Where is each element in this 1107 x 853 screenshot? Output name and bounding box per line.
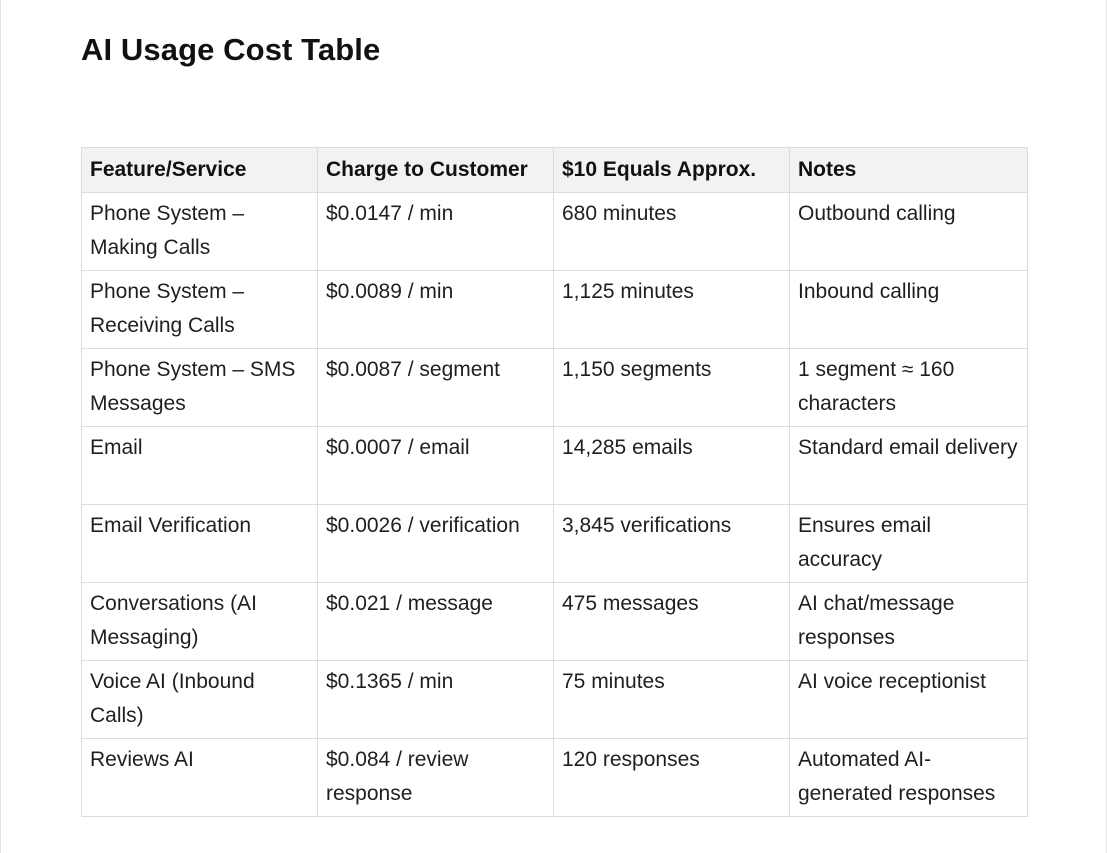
cell-equivalent: 14,285 emails: [554, 427, 790, 505]
table-header-row: [82, 148, 1028, 193]
cell-feature: Phone System – SMS Messages: [82, 349, 318, 427]
cell-charge: $0.021 / message: [318, 583, 554, 661]
cell-charge: $0.0007 / email: [318, 427, 554, 505]
table-row: [82, 661, 1028, 739]
column-header-equivalent: $10 Equals Approx.: [554, 148, 790, 193]
cell-equivalent: 1,150 segments: [554, 349, 790, 427]
table-body: [82, 193, 1028, 817]
table-row: [82, 739, 1028, 817]
cell-feature: Voice AI (Inbound Calls): [82, 661, 318, 739]
column-header-notes: Notes: [790, 148, 1028, 193]
table-row: [82, 193, 1028, 271]
table-header: [82, 148, 1028, 193]
cell-notes: Ensures email accuracy: [790, 505, 1028, 583]
column-header-charge: Charge to Customer: [318, 148, 554, 193]
cell-notes: AI voice receptionist: [790, 661, 1028, 739]
cell-equivalent: 75 minutes: [554, 661, 790, 739]
cell-equivalent: 680 minutes: [554, 193, 790, 271]
cell-equivalent: 1,125 minutes: [554, 271, 790, 349]
cell-charge: $0.0147 / min: [318, 193, 554, 271]
cell-feature: Phone System – Making Calls: [82, 193, 318, 271]
table-row: [82, 271, 1028, 349]
cell-notes: Automated AI-generated responses: [790, 739, 1028, 817]
column-header-feature: Feature/Service: [82, 148, 318, 193]
cell-feature: Conversations (AI Messaging): [82, 583, 318, 661]
table-row: [82, 583, 1028, 661]
cell-feature: Phone System – Receiving Calls: [82, 271, 318, 349]
cell-equivalent: 120 responses: [554, 739, 790, 817]
cell-notes: 1 segment ≈ 160 characters: [790, 349, 1028, 427]
table-row: [82, 427, 1028, 505]
cell-charge: $0.084 / review response: [318, 739, 554, 817]
cost-table: [81, 147, 1028, 817]
cell-charge: $0.0026 / verification: [318, 505, 554, 583]
page-title: AI Usage Cost Table: [81, 32, 381, 67]
cell-notes: Inbound calling: [790, 271, 1028, 349]
cell-feature: Reviews AI: [82, 739, 318, 817]
cell-notes: AI chat/message responses: [790, 583, 1028, 661]
cell-notes: Outbound calling: [790, 193, 1028, 271]
cell-notes: Standard email delivery: [790, 427, 1028, 505]
table-row: [82, 349, 1028, 427]
cell-feature: Email Verification: [82, 505, 318, 583]
cell-charge: $0.0087 / segment: [318, 349, 554, 427]
cell-feature: Email: [82, 427, 318, 505]
cell-charge: $0.0089 / min: [318, 271, 554, 349]
cell-charge: $0.1365 / min: [318, 661, 554, 739]
cell-equivalent: 475 messages: [554, 583, 790, 661]
table-row: [82, 505, 1028, 583]
cell-equivalent: 3,845 verifications: [554, 505, 790, 583]
